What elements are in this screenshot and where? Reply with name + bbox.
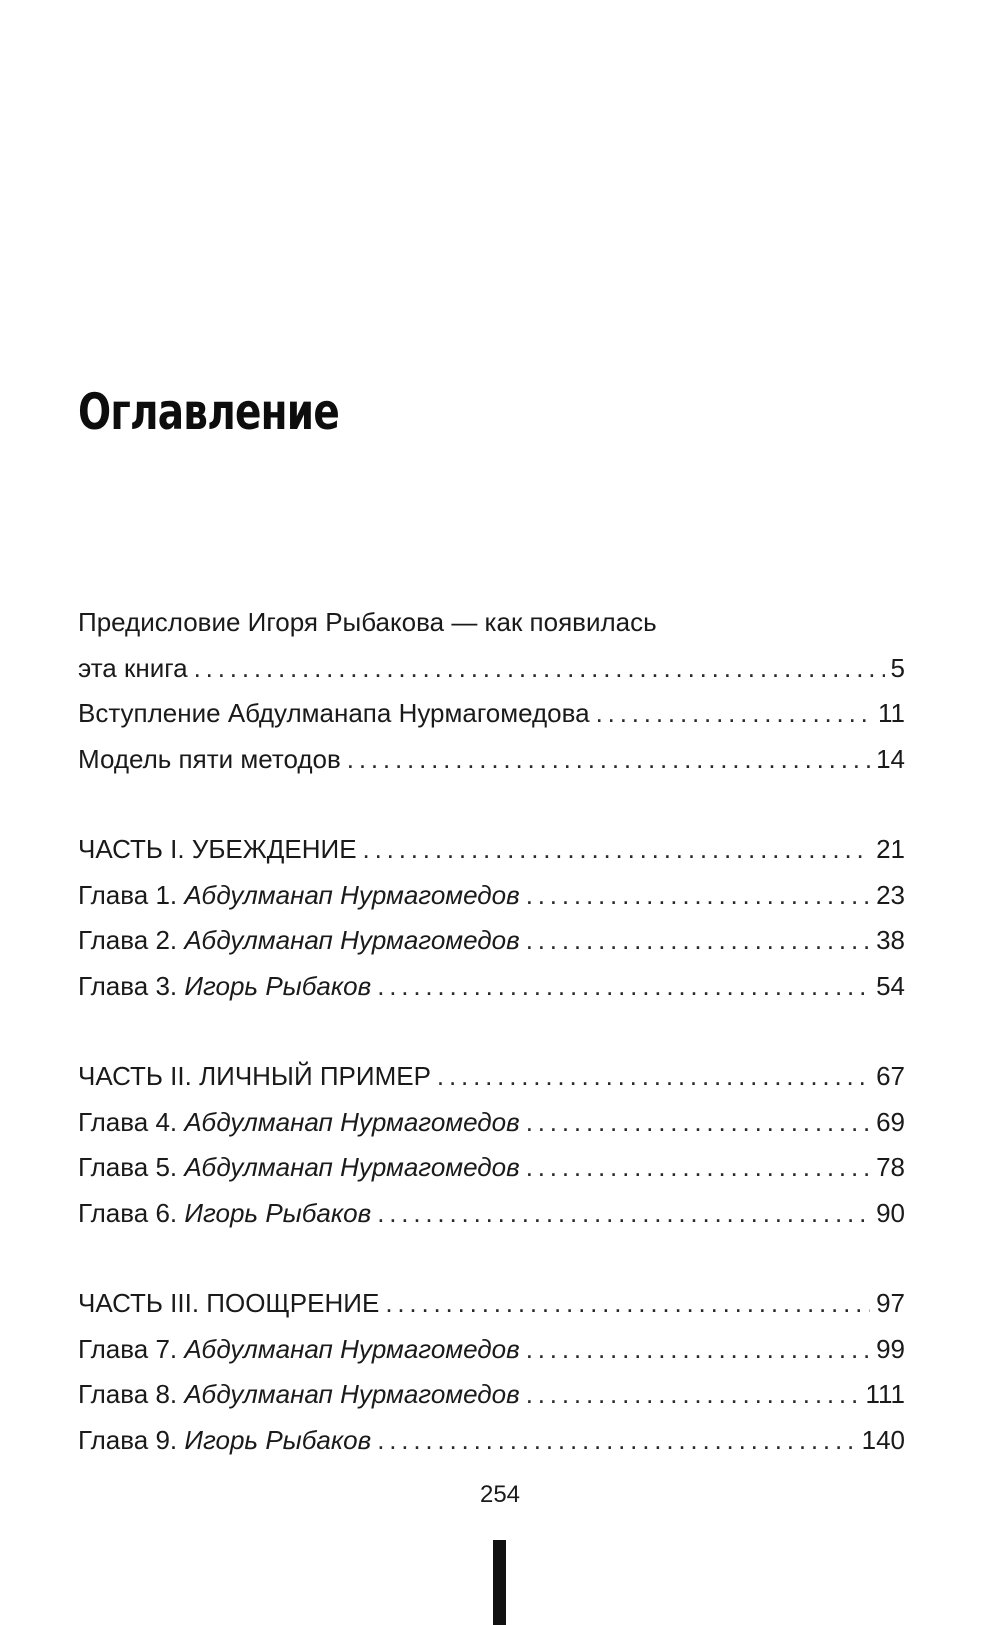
- toc-entry-preface[interactable]: [78, 646, 905, 692]
- leader-dots: [526, 1372, 860, 1418]
- toc-entry-text: [78, 1418, 371, 1464]
- toc-page-number: 11: [878, 698, 905, 728]
- leader-dots: [347, 737, 870, 783]
- toc-page-number: 38: [876, 925, 905, 955]
- toc-chapter-entry[interactable]: [78, 964, 905, 1010]
- leader-dots: [363, 827, 871, 873]
- toc-page-number: 90: [876, 1197, 905, 1228]
- page-number-folio: 254: [479, 1481, 521, 1508]
- chapter-label: Глава 5.: [78, 1152, 178, 1182]
- chapter-author: Абдулманап Нурмагомедов: [184, 879, 520, 910]
- toc-page-number: 97: [876, 1288, 905, 1318]
- chapter-author: Абдулманап Нурмагомедов: [184, 1106, 520, 1137]
- toc-chapter-entry[interactable]: [78, 1372, 905, 1418]
- toc-chapter-entry[interactable]: [78, 1418, 905, 1464]
- toc-part-heading[interactable]: [78, 827, 905, 873]
- toc-page-number: 111: [865, 1379, 905, 1409]
- toc-part-title: ЧАСТЬ III. ПООЩРЕНИЕ: [78, 1288, 380, 1318]
- chapter-author: Абдулманап Нурмагомедов: [184, 1152, 520, 1182]
- toc-chapter-entry[interactable]: [78, 873, 905, 919]
- toc-entry-text: эта книга: [78, 652, 188, 683]
- toc-chapter-entry[interactable]: [78, 1100, 905, 1146]
- chapter-author: Игорь Рыбаков: [184, 970, 372, 1001]
- chapter-author: Абдулманап Нурмагомедов: [184, 925, 520, 955]
- toc-page-number: 23: [876, 879, 905, 910]
- toc-page-number: 99: [876, 1333, 905, 1364]
- leader-dots: [526, 1327, 870, 1373]
- table-of-contents: [78, 600, 905, 1463]
- chapter-label: Глава 7.: [78, 1333, 178, 1364]
- leader-dots: [526, 873, 870, 919]
- toc-entry-text: Модель пяти методов: [78, 743, 341, 774]
- toc-entry-text: [78, 1372, 520, 1418]
- toc-group-intro: [78, 600, 905, 782]
- toc-entry-text: [78, 964, 371, 1010]
- chapter-label: Глава 1.: [78, 879, 178, 910]
- toc-page-number: 78: [876, 1152, 905, 1182]
- chapter-author: Игорь Рыбаков: [184, 1197, 372, 1228]
- toc-part-title: ЧАСТЬ I. УБЕЖДЕНИЕ: [78, 834, 357, 864]
- leader-dots: [377, 964, 870, 1010]
- leader-dots: [526, 918, 870, 964]
- toc-entry-text: [78, 918, 520, 964]
- toc-part-title: ЧАСТЬ II. ЛИЧНЫЙ ПРИМЕР: [78, 1061, 431, 1091]
- toc-page-number: 67: [876, 1061, 905, 1091]
- toc-chapter-entry[interactable]: [78, 1191, 905, 1237]
- toc-entry-text: Вступление Абдулманапа Нурмагомедова: [78, 698, 590, 728]
- chapter-label: Глава 3.: [78, 970, 178, 1001]
- toc-page-number: 14: [876, 743, 905, 774]
- chapter-author: Абдулманап Нурмагомедов: [184, 1379, 520, 1409]
- toc-entry-text: [78, 873, 520, 919]
- thumb-index-mark: [493, 1540, 506, 1625]
- toc-page-number: 21: [876, 834, 905, 864]
- leader-dots: [194, 646, 885, 692]
- leader-dots: [596, 691, 872, 737]
- page-title: Оглавление: [78, 383, 340, 441]
- chapter-label: Глава 8.: [78, 1379, 178, 1409]
- toc-entry-text: [78, 1145, 520, 1191]
- toc-entry-model[interactable]: [78, 737, 905, 783]
- toc-part-heading[interactable]: [78, 1054, 905, 1100]
- leader-dots: [437, 1054, 870, 1100]
- chapter-author: Абдулманап Нурмагомедов: [184, 1333, 520, 1364]
- toc-group-part-2: [78, 1054, 905, 1236]
- leader-dots: [377, 1191, 870, 1237]
- chapter-label: Глава 6.: [78, 1197, 178, 1228]
- chapter-label: Глава 2.: [78, 925, 178, 955]
- leader-dots: [377, 1418, 855, 1464]
- toc-chapter-entry[interactable]: [78, 1327, 905, 1373]
- toc-entry-preface-line1[interactable]: Предисловие Игоря Рыбакова — как появилась: [78, 607, 657, 637]
- toc-entry-introduction[interactable]: [78, 691, 905, 737]
- toc-group-part-1: [78, 827, 905, 1009]
- leader-dots: [526, 1100, 870, 1146]
- toc-chapter-entry[interactable]: [78, 1145, 905, 1191]
- leader-dots: [526, 1145, 870, 1191]
- chapter-label: Глава 9.: [78, 1424, 178, 1455]
- toc-entry-text: [78, 1191, 371, 1237]
- chapter-author: Игорь Рыбаков: [184, 1424, 372, 1455]
- toc-page-number: 140: [861, 1424, 905, 1455]
- toc-group-part-3: [78, 1281, 905, 1463]
- toc-page-number: 54: [876, 970, 905, 1001]
- toc-page-number: 5: [890, 652, 905, 683]
- toc-part-heading[interactable]: [78, 1281, 905, 1327]
- leader-dots: [385, 1281, 870, 1327]
- toc-chapter-entry[interactable]: [78, 918, 905, 964]
- toc-entry-text: [78, 1327, 520, 1373]
- toc-page-number: 69: [876, 1106, 905, 1137]
- chapter-label: Глава 4.: [78, 1106, 178, 1137]
- toc-entry-text: [78, 1100, 520, 1146]
